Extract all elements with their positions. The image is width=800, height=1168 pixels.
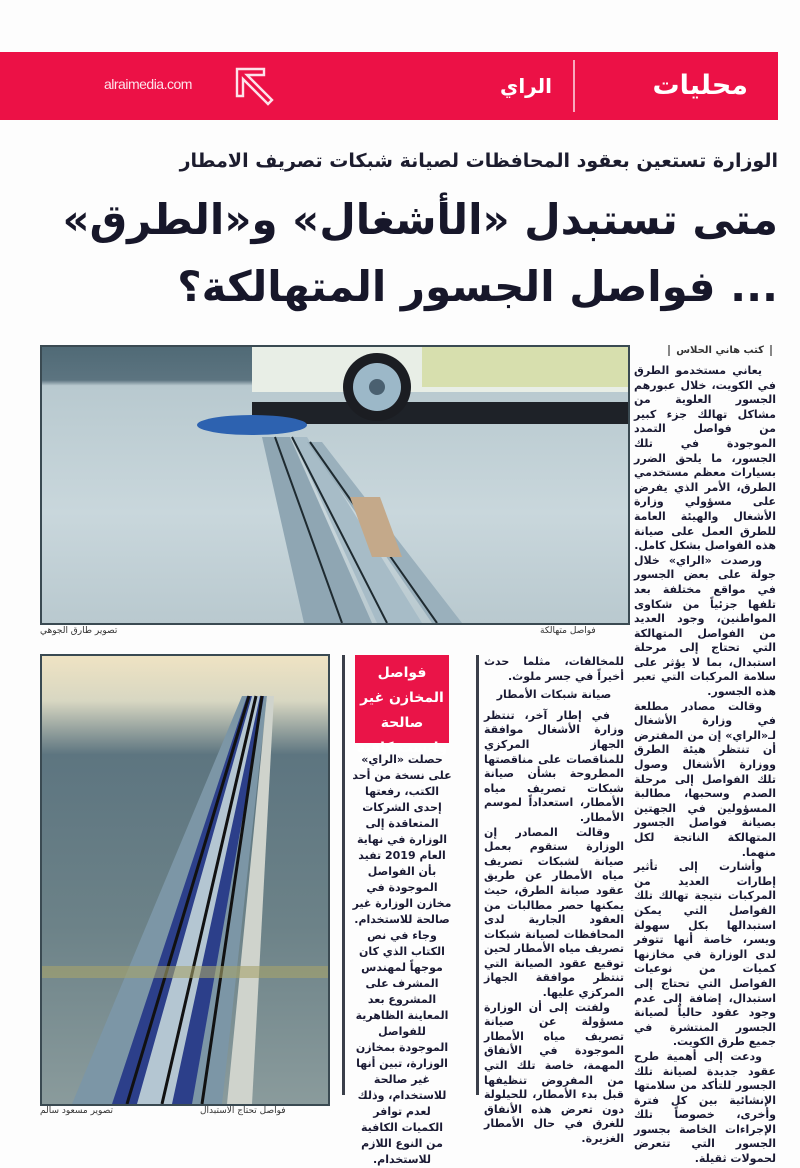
article-kicker: الوزارة تستعين بعقود المحافظات لصيانة شبكات تصريف الامطار [179,150,778,172]
paragraph: ولفتت إلى أن الوزارة مسؤولة عن صيانة تصريف مياه الأمطار الموجودة في الأنفاق المهمة، خاصة تلك التي من المفروض تنظيفها قبل بدء الأمطار، للحيلولة دون تعرض هذه الأنفاق للغرق في حال الأمطار الغزيرة. [484,1000,624,1145]
section-banner [0,52,778,120]
photo-content [42,347,628,623]
banner-divider [573,60,575,112]
article-column-middle [484,655,624,1147]
sidebar-box-body [352,752,452,1168]
section-title: محليات [652,70,748,101]
headline-line-1: متى تستبدل «الأشغال» و«الطرق» [62,195,778,244]
paragraph: ورصدت «الراي» خلال جولة على بعض الجسور في مواقع مختلفة بعد تلفها جزئياً من شكاوى المواطنين، وجود العديد من الفواصل المتهالكة التي تحتاج إلى مرحلة استبدال، بما لا يؤثر على سلامة المركبات التي تعبر هذه الجسور. [634,553,776,699]
sidebar-divider [342,655,345,1095]
paragraph: وقالت المصادر إن الوزارة ستقوم بعمل صيانة لشبكات تصريف مياه الأمطار عن طريق عقود صيانة الطرق، حيث يمكنها حصر مطالبات من العقود الجارية لدى المحافظات لصيانة شبكات تصريف مياه الأمطار لحين توقيع عقود الصيانة التي تنتظر موافقة الجهاز المركزي عليها. [484,825,624,1000]
paragraph: للمخالفات، مثلما حدث أخيراً في جسر ملوث. [484,655,624,683]
paragraph: يعاني مستخدمو الطرق في الكويت، خلال عبورهم الجسور العلوية من مشاكل تهالك جزء كبير من فواصل التمدد الموجودة في تلك الجسور، ما يلحق الضرر بسيارات معظم مستخدمي الطرق، الأمر الذي يفرض على مسؤولي وزارة الأشغال والهيئة العامة للطرق العمل على صيانة هذه الفواصل بشكل كامل. [634,364,776,553]
photo-content [42,656,328,1104]
column-divider [476,655,479,1095]
sidebar-box-title: فواصل المخازن غير صالحة وليست كافية [355,655,449,743]
byline: كتب هاني الحلاس [668,345,772,356]
paragraph: ودعت إلى أهمية طرح عقود جديدة لصيانة تلك الجسور للتأكد من سلامتها الإنشائية بين كل فترة وأخرى، خصوصاً تلك الإجراءات الخاصة بجسور الجسور التي تتعرض لحمولات ثقيلة. [634,1049,776,1166]
subheading: صيانة شبكات الأمطار [496,688,612,702]
website-link[interactable]: alraimedia.com [104,76,192,92]
photo-bridge-expansion-joint [40,654,330,1106]
photo1-credit: تصوير طارق الجوهي [40,626,118,636]
headline-line-2: ... فواصل الجسور المتهالكة؟ [177,262,778,311]
photo2-caption: فواصل تحتاج الاستبدال [200,1106,286,1116]
photo-bridge-joint-car [40,345,630,625]
paragraph: في إطار آخر، تنتظر وزارة الأشغال موافقة الجهاز المركزي للمناقصات على مناقصتها المطروحة بشأن صيانة شبكات تصريف مياه الأمطار، استعداداً لموسم الأمطار. [484,708,624,824]
article-column-right [634,364,776,1167]
paragraph: وأشارت إلى تأثير إطارات العديد من المركبات نتيجة تهالك تلك الفواصل التي يمكن استبدالها بكل سهولة ويسر، خاصة أنها تتوفر لدى الوزارة في مخازنها كميات من نوعيات الفواصل التي تحتاج إلى استبدال، إضافة إلى عدم وجود عقود حالياً لصيانة الجسور المنتشرة في جميع طرق الكويت. [634,860,776,1049]
paragraph: حصلت «الراي» على نسخة من أحد الكتب، رفعتها إحدى الشركات المتعاقدة إلى الوزارة في نهاية العام 2019 تفيد بأن الفواصل الموجودة في مخازن الوزارة غير صالحة للاستخدام. وجاء في نص الكتاب الذي كان موجهاً لمهندس المشرف على المشروع بعد المعاينة الظاهرية للفواصل الموجودة بمخازن الوزارة، تبين أنها غير صالحة للاستخدام، وذلك لعدم توافر الكميات الكافية من النوع اللازم للاستخدام. [352,753,452,1166]
photo2-credit: تصوير مسعود سالم [40,1106,114,1116]
alrai-arrow-logo-icon [234,66,276,108]
photo1-caption: فواصل متهالكة [540,626,596,636]
newspaper-brand: الراي [500,74,552,98]
paragraph: وقالت مصادر مطلعة في وزارة الأشغال لـ«الراي» إن من المفترض أن تنتظر هيئة الطرق ووزارة الأشغال وصول تلك الفواصل إلى مرحلة الصدم وسحبها، مطالبة المسؤولين في الجهتين بصيانة فواصل الجسور المتهالكة الناتجة لكل منهما. [634,699,776,859]
